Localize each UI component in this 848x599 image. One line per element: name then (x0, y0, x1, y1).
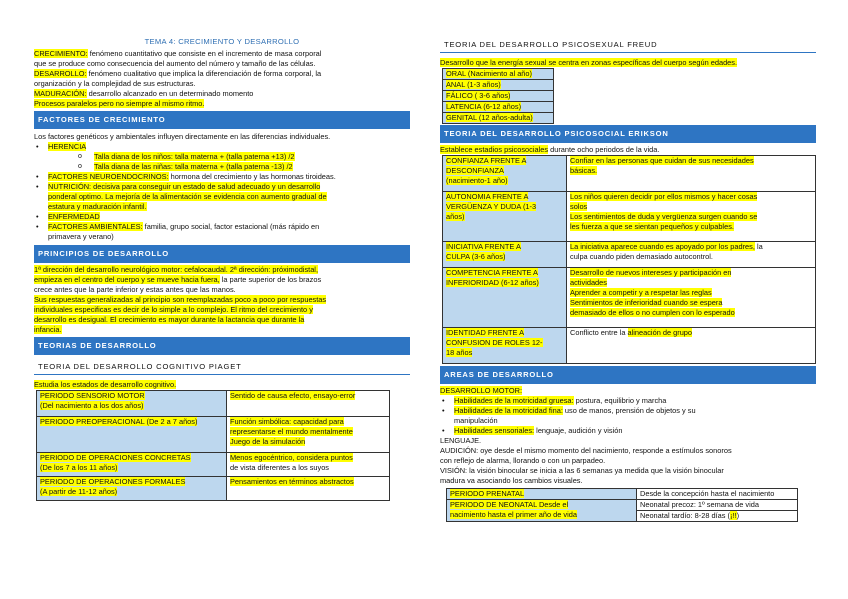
procesos-note: Procesos paralelos pero no siempre al mismo ritmo. (34, 99, 205, 108)
stage-desc: Pensamientos en términos abstractos (230, 477, 354, 486)
stage-desc: culpa cuando piden demasiado autocontrol. (570, 252, 713, 261)
stage-age: 18 años (446, 348, 473, 357)
piaget-intro: Estudia los estados de desarrollo cognitivo. (34, 380, 177, 389)
principios-line: la parte superior de los brazos (219, 275, 322, 284)
table-cell (37, 417, 227, 453)
areas-section (440, 386, 816, 486)
table-row (443, 91, 554, 102)
table-cell (227, 477, 390, 501)
table-row (37, 391, 390, 417)
list-item (440, 406, 816, 426)
list-item (440, 426, 816, 436)
stage-desc: Aprender a competir y a respetar las reglas (570, 288, 712, 297)
piaget-table (36, 390, 390, 501)
table-cell (567, 268, 816, 328)
periodo-desc: Neonatal tardío: 8-28 días ( (640, 511, 730, 520)
freud-stage: LATENCIA (6-12 años) (446, 102, 522, 111)
nutricion-text: NUTRICIÓN: decisiva para conseguir un estado de salud adecuado y un desarrollo (48, 182, 321, 191)
table-row (37, 453, 390, 477)
stage-desc: Los sentimientos de duda y vergüenza surgen cuando se (570, 212, 758, 221)
audicion-text: AUDICIÓN: oye desde el mismo momento del nacimiento, responde a estímulos sonoros (440, 446, 732, 455)
def-crecimiento: fenómeno cuantitativo que consiste en el incremento de masa corporal (87, 49, 322, 58)
stage-desc: Sentido de causa efecto, ensayo-error (230, 391, 356, 400)
list-item (34, 162, 410, 172)
stage-desc: Los niños quieren decidir por ellos mismos y hacer cosas (570, 192, 758, 201)
stage-age: INFERIORIDAD (6-12 años) (446, 278, 539, 287)
table-row (447, 500, 798, 511)
table-row (443, 113, 554, 124)
table-cell (227, 453, 390, 477)
stage-desc: La iniciativa aparece cuando es apoyado por los padres, (570, 242, 755, 251)
herencia-label: HERENCIA (48, 142, 87, 151)
table-cell (443, 113, 554, 124)
factores-section (34, 132, 410, 242)
right-column (440, 0, 816, 522)
principios-section (34, 265, 410, 335)
stage-name: IDENTIDAD FRENTE A (446, 328, 525, 337)
neuro-label: FACTORES NEUROENDOCRINOS: (48, 172, 169, 181)
table-cell (637, 511, 798, 522)
stage-desc: Confiar en las personas que cuidan de sus necesidades (570, 156, 754, 165)
stage-desc: demasiado de ellos o no cumplen con lo esperado (570, 308, 735, 317)
freud-stage: FÁLICO ( 3-6 años) (446, 91, 511, 100)
periodo-name: PERIODO PRENATAL (450, 489, 525, 498)
list-item (34, 212, 410, 222)
intro-line: que se produce como consecuencia del aumento del número y tamaño de las células. (34, 59, 316, 68)
audicion-text: con reflejo de alarma, llorando o con un parpadeo. (440, 456, 606, 465)
table-cell (443, 328, 567, 364)
stage-desc: solos (570, 202, 588, 211)
table-row (443, 328, 816, 364)
principios-line: infancia. (34, 325, 62, 334)
stage-age: (A partir de 11-12 años) (40, 487, 118, 496)
ambientales-label: FACTORES AMBIENTALES: (48, 222, 143, 231)
table-cell (567, 192, 816, 242)
ambientales-text: primavera y verano) (48, 232, 114, 241)
enfermedad-label: ENFERMEDAD (48, 212, 100, 221)
term-maduracion: MADURACIÓN: (34, 89, 87, 98)
principios-heading: PRINCIPIOS DE DESARROLLO (34, 245, 410, 263)
talla-ninos: Talla diana de los niños: talla materna + (talla paterna +13) /2 (94, 152, 295, 161)
periodo-name: PERIODO DE NEONATAL Desde el (450, 500, 569, 509)
stage-desc: alineación de grupo (627, 328, 693, 337)
periodo-desc: Neonatal precoz: 1º semana de vida (640, 500, 759, 509)
intro-line: organización y la complejidad de sus estructuras. (34, 79, 196, 88)
table-cell (443, 80, 554, 91)
stage-desc: Función simbólica: capacidad para (230, 417, 344, 426)
table-cell (567, 242, 816, 268)
stage-name: PERIODO DE OPERACIONES FORMALES (40, 477, 186, 486)
freud-heading: TEORIA DEL DESARROLLO PSICOSEXUAL FREUD (440, 36, 816, 53)
stage-desc: Sentimientos de inferioridad cuando se espera (570, 298, 723, 307)
table-cell (37, 477, 227, 501)
stage-name: VERGÜENZA Y DUDA (1-3 (446, 202, 537, 211)
stage-desc: les fuerza a que se sientan pequeños y culpables. (570, 222, 734, 231)
table-cell (443, 268, 567, 328)
stage-desc: Conflicto entre la (570, 328, 628, 337)
freud-table (442, 68, 554, 124)
motor-label: DESARROLLO MOTOR: (440, 386, 522, 395)
stage-name: CONFIANZA FRENTE A (446, 156, 527, 165)
table-row (443, 268, 816, 328)
table-cell (447, 500, 637, 522)
stage-name: DESCONFIANZA (446, 166, 504, 175)
list-item (34, 152, 410, 162)
periodos-table (446, 488, 798, 522)
list-item (440, 396, 816, 406)
stage-desc: Menos egocéntrico, considera puntos (230, 453, 353, 462)
principios-line: desarrollo es desigual. El crecimiento es mayor durante la lactancia que durante la (34, 315, 305, 324)
stage-name: COMPETENCIA FRENTE A (446, 268, 538, 277)
teorias-heading: TEORIAS DE DESARROLLO (34, 337, 410, 355)
stage-desc: Juego de la simulación (230, 437, 306, 446)
principios-line: 1ª dirección del desarrollo neurológico motor: cefalocaudal. 2ª dirección: próximodistal, (34, 265, 318, 274)
gruesa-label: Habilidades de la motricidad gruesa: (454, 396, 574, 405)
vision-text: madura va asociando los cambios visuales. (440, 476, 583, 485)
stage-name: INICIATIVA FRENTE A (446, 242, 521, 251)
list-item (34, 222, 410, 242)
table-cell (447, 489, 637, 500)
factores-intro: Los factores genéticos y ambientales influyen directamente en las diferencias individuales. (34, 132, 331, 141)
table-cell (443, 156, 567, 192)
stage-name: PERIODO DE OPERACIONES CONCRETAS (40, 453, 191, 462)
table-cell (227, 391, 390, 417)
stage-desc: la (754, 242, 763, 251)
def-desarrollo: fenómeno cualitativo que implica la diferenciación de forma corporal, la (86, 69, 322, 78)
table-row (443, 242, 816, 268)
table-cell (567, 328, 816, 364)
talla-ninas: Talla diana de las niñas: talla materna + (talla paterna -13) /2 (94, 162, 293, 171)
term-desarrollo: DESARROLLO: (34, 69, 87, 78)
periodo-desc: ¡!! (729, 511, 737, 520)
stage-desc: representarse el mundo mentalmente (230, 427, 353, 436)
freud-stage: ORAL (Nacimiento al año) (446, 69, 532, 78)
erikson-intro-rest: durante ocho periodos de la vida. (548, 145, 660, 154)
table-cell (227, 417, 390, 453)
table-row (447, 489, 798, 500)
freud-stage: GENITAL (12 años-adulta) (446, 113, 533, 122)
stage-age: (De los 7 a los 11 años) (40, 463, 118, 472)
stage-desc: básicas. (570, 166, 598, 175)
nutricion-text: estatura y maduración infantil. (48, 202, 147, 211)
periodo-name: nacimiento hasta el primer año de vida (450, 510, 577, 519)
fina-label: Habilidades de la motricidad fina: (454, 406, 563, 415)
fina-text: manipulación (454, 416, 498, 425)
stage-desc: de vista diferentes a los suyos (230, 463, 330, 472)
table-row (443, 156, 816, 192)
freud-intro: Desarrollo que la energía sexual se centra en zonas específicas del cuerpo según edades. (440, 58, 738, 67)
stage-age: CULPA (3-6 años) (446, 252, 506, 261)
table-cell (637, 500, 798, 511)
principios-line: Sus respuestas generalizadas al principio son reemplazadas poco a poco por respuestas (34, 295, 327, 304)
table-cell (443, 69, 554, 80)
table-cell (443, 192, 567, 242)
periodo-desc: ) (736, 511, 740, 520)
periodo-desc: Desde la concepción hasta el nacimiento (640, 489, 775, 498)
table-row (443, 102, 554, 113)
table-cell (637, 489, 798, 500)
table-cell (37, 391, 227, 417)
term-crecimiento: CRECIMIENTO: (34, 49, 88, 58)
freud-stage: ANAL (1-3 años) (446, 80, 501, 89)
table-cell (443, 102, 554, 113)
list-item (34, 142, 410, 152)
table-cell (37, 453, 227, 477)
stage-name: PERIODO PREOPERACIONAL (De 2 a 7 años) (40, 417, 198, 426)
neuro-text: hormona del crecimiento y las hormonas tiroideas. (168, 172, 336, 181)
ambientales-text: familia, grupo social, factor estacional (más rápido en (142, 222, 320, 231)
table-row (443, 80, 554, 91)
nutricion-text: ponderal optimo. La mejoría de la alimentación se evidencia con aumento gradual de (48, 192, 327, 201)
areas-heading: AREAS DE DESARROLLO (440, 366, 816, 384)
fina-text: uso de manos, prensión de objetos y su (562, 406, 696, 415)
stage-age: años) (446, 212, 465, 221)
stage-age: (Del nacimiento a los dos años) (40, 401, 144, 410)
principios-line: crece antes que la parte inferior y estas antes que las manos. (34, 285, 236, 294)
erikson-heading: TEORIA DEL DESARROLLO PSICOSOCIAL ERIKSON (440, 125, 816, 143)
list-item (34, 172, 410, 182)
stage-name: AUTONOMIA FRENTE A (446, 192, 529, 201)
table-row (443, 69, 554, 80)
erikson-table (442, 155, 816, 364)
table-cell (567, 156, 816, 192)
piaget-heading: TEORIA DEL DESARROLLO COGNITIVO PIAGET (34, 358, 410, 375)
left-column (34, 0, 410, 501)
stage-name: CONFUSION DE ROLES 12- (446, 338, 543, 347)
table-row (37, 477, 390, 501)
table-row (37, 417, 390, 453)
def-maduracion: desarrollo alcanzado en un determinado momento (86, 89, 254, 98)
sensoriales-label: Habilidades sensoriales: (454, 426, 535, 435)
sensoriales-text: lenguaje, audición y visión (534, 426, 623, 435)
stage-desc: Desarrollo de nuevos intereses y participación en (570, 268, 732, 277)
lenguaje-label: LENGUAJE. (440, 436, 482, 445)
table-row (443, 192, 816, 242)
principios-line: individuales especificas es decir de lo simple a lo complejo. El ritmo del crecimiento y (34, 305, 313, 314)
table-cell (443, 91, 554, 102)
stage-name: PERIODO SENSORIO MOTOR (40, 391, 145, 400)
page-title: TEMA 4: CRECIMIENTO Y DESARROLLO (144, 37, 300, 46)
erikson-intro: Establece estadios psicosociales (440, 145, 549, 154)
factores-heading: FACTORES DE CRECIMIENTO (34, 111, 410, 129)
stage-desc: actividades (570, 278, 607, 287)
gruesa-text: postura, equilibrio y marcha (573, 396, 667, 405)
table-cell (443, 242, 567, 268)
intro-block (34, 49, 410, 109)
principios-line: empieza en el centro del cuerpo y se mueve hacia fuera, (34, 275, 220, 284)
stage-age: (nacimiento-1 año) (446, 176, 508, 185)
vision-text: VISIÓN: la visión binocular se inicia a las 6 semanas ya medida que la visión binocular (440, 466, 724, 475)
list-item (34, 182, 410, 212)
